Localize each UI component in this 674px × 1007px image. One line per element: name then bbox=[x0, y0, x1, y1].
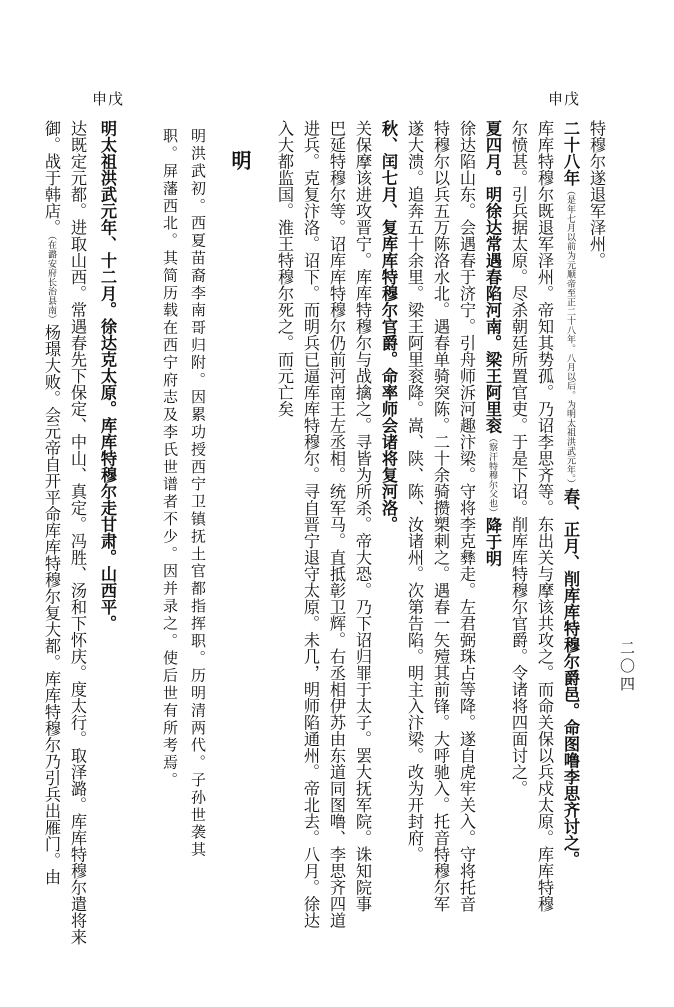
ganzhi-marker-left: 申戊 bbox=[92, 90, 125, 108]
inline-annotation: （是年七月以前为元顺帝至正二十八年。八月以后。为明太祖洪武元年。） bbox=[565, 186, 575, 489]
text-run: 二十八年 bbox=[561, 120, 580, 186]
text-column: 库库特穆尔既退军泽州。帝知其势孤。乃诏李思齐等。东出关与摩该共攻之。而命关保以兵戍太原。库库特穆 bbox=[535, 120, 554, 912]
note-column: 明洪武初。西夏苗裔李南哥归附。因累功授西宁卫镇抚土官都指挥职。历明清两代。子孙世袭其 bbox=[189, 128, 207, 859]
text-run: 明太祖洪武元年、十二月。徐达克太原。库库特穆尔走甘肃。山西平。 bbox=[98, 120, 117, 632]
text-column: 尔愤甚。引兵据太原。尽杀朝廷所置官吏。于是下诏。削库库特穆尔官爵。令诸将四面讨之。 bbox=[509, 120, 528, 797]
text-column bbox=[40, 120, 62, 885]
text-column: 入大都监国。淮王特穆尔死之。而元亡矣 bbox=[275, 120, 294, 417]
text-column: 巴延特穆尔等。诏库库特穆尔仍前河南王左丞相。统军马。直抵彰卫辉。右丞相伊苏由东道同图噜、李思齐四道 bbox=[327, 120, 346, 929]
text-column: 进兵。克复汴洛。诏下。而明兵已逼库库特穆尔。寻自晋宁退守太原。未几，明师陷通州。帝北去。八月。徐达 bbox=[301, 120, 320, 929]
text-run: 降于明 bbox=[483, 517, 502, 567]
ganzhi-marker-right: 申戊 bbox=[548, 90, 581, 108]
text-column: 达既定元都。进取山西。常遇春先下保定、中山、真定。冯胜、汤和下怀庆。度太行。取泽潞。库库特穆尔遣将来 bbox=[68, 120, 87, 945]
text-column: 关保摩该进攻晋宁。库库特穆尔与战擒之。寻皆为所杀。帝大恐。乃下诏归罪于太子。罢大抚军院。诛知院事 bbox=[353, 120, 372, 912]
text-column bbox=[481, 120, 503, 567]
text-run: 夏四月。明徐达常遇春陷河南。梁王阿里衮 bbox=[483, 120, 502, 434]
text-run: 杨璟大败。会元帝自开平命库库特穆尔复大都。库库特穆尔乃引兵出雁门。由 bbox=[42, 324, 61, 885]
text-run: 御。战于韩店。 bbox=[42, 120, 61, 236]
text-column bbox=[559, 120, 581, 868]
inline-annotation: （在潞安府长治县南） bbox=[46, 235, 56, 324]
text-column: 秋、闰七月、复库库特穆尔官爵。命率师会诸将复河洛。 bbox=[379, 120, 398, 533]
text-column: 特穆尔遂退军泽州。 bbox=[587, 120, 606, 269]
text-column bbox=[96, 120, 118, 632]
page-number: 二〇四 bbox=[618, 640, 636, 694]
section-heading: 明 bbox=[228, 150, 252, 170]
text-column: 特穆尔以兵五万陈洛水北。遇春单骑突陈。二十余骑攒槊刺之。遇春一矢殪其前锋。大呼驰入。托音特穆尔军 bbox=[431, 120, 450, 912]
text-column: 徐达陷山东。会遇春于济宁。引舟师泝河趣汴梁。守将李克彝走。左君弼珠占等降。遂自虎牢关入。守将托音 bbox=[457, 120, 476, 912]
text-column: 遂大溃。追奔五十余里。梁王阿里衮降。嵩、陕、陈、汝诸州。次第告陷。明主入汴梁。改为开封府。 bbox=[405, 120, 424, 863]
text-run: 春、正月、削库库特穆尔爵邑。命图噜李思齐讨之。 bbox=[561, 488, 580, 868]
note-column: 职。屏藩西北。其简历载在西宁府志及李氏世谱者不少。因并录之。使后世有所考焉。 bbox=[161, 128, 179, 790]
inline-annotation: （察汗特穆尔父也） bbox=[487, 433, 497, 518]
